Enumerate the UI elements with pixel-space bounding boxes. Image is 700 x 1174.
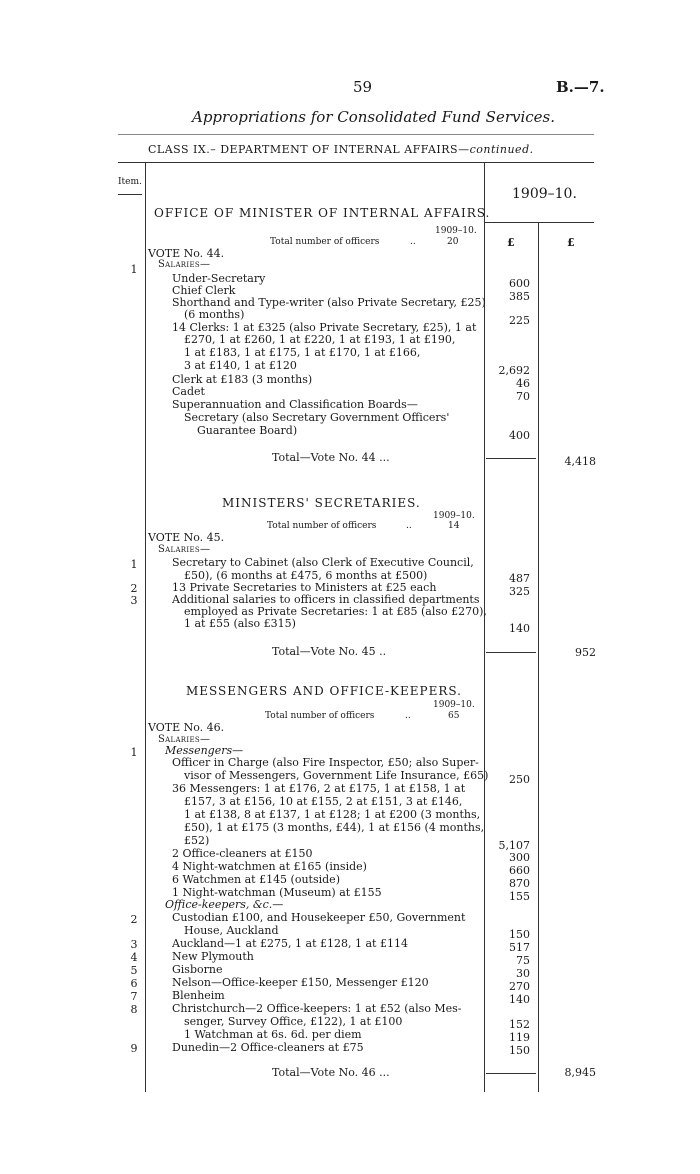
entry-line: £270, 1 at £260, 1 at £220, 1 at £193, 1 at £190, xyxy=(184,333,456,346)
entry-line: Nelson—Office-keeper £150, Messenger £120 xyxy=(172,976,429,989)
entry-line: Auckland—1 at £275, 1 at £128, 1 at £114 xyxy=(172,937,408,950)
class-heading xyxy=(148,143,534,156)
item-number: 4 xyxy=(130,951,138,964)
entry-line: 3 at £140, 1 at £120 xyxy=(184,359,297,372)
entry-line: 1 at £55 (also £315) xyxy=(184,617,296,630)
amount: 150 xyxy=(509,928,530,941)
amount: 300 xyxy=(509,851,530,864)
dots: .. xyxy=(405,711,411,721)
page-title: Appropriations for Consolidated Fund Services. xyxy=(192,108,556,126)
entry-line: 1 Night-watchman (Museum) at £155 xyxy=(172,886,382,899)
vote-total: 8,945 xyxy=(564,1066,596,1079)
item-number: 2 xyxy=(130,582,138,595)
year-label: 1909–10. xyxy=(433,511,475,521)
amount: 385 xyxy=(509,290,530,303)
vote-total-label: Total—Vote No. 46 ... xyxy=(272,1066,390,1079)
entry-line: 4 Night-watchmen at £165 (inside) xyxy=(172,860,367,873)
amount: 487 xyxy=(509,572,530,585)
page-number: 59 xyxy=(353,78,373,96)
section-title: MESSENGERS AND OFFICE-KEEPERS. xyxy=(186,684,462,698)
entry-line: Superannuation and Classification Boards— xyxy=(172,398,418,411)
entry-line: (6 months) xyxy=(184,308,245,321)
officers-label: Total number of officers xyxy=(267,521,377,531)
item-number: 1 xyxy=(130,558,138,571)
vote-total: 952 xyxy=(575,646,596,659)
amount: 5,107 xyxy=(498,839,530,852)
amount: 325 xyxy=(509,585,530,598)
entry-line: House, Auckland xyxy=(184,924,279,937)
entry-line: Officer in Charge (also Fire Inspector, £50; also Super- xyxy=(172,756,479,769)
class-heading-continued: continued. xyxy=(469,143,534,156)
amount: 140 xyxy=(509,993,530,1006)
amount: 225 xyxy=(509,314,530,327)
amount: 2,692 xyxy=(498,364,530,377)
amount: 46 xyxy=(516,377,530,390)
amount: 250 xyxy=(509,773,530,786)
salaries-label: Salaries— xyxy=(158,544,211,555)
entry-line: Blenheim xyxy=(172,989,225,1002)
entry-line: Dunedin—2 Office-cleaners at £75 xyxy=(172,1041,364,1054)
entry-line: employed as Private Secretaries: 1 at £85 (also £270), xyxy=(184,605,487,618)
item-number: 1 xyxy=(130,746,138,759)
entry-line: Shorthand and Type-writer (also Private Secretary, £25) xyxy=(172,296,486,309)
office-keepers-heading: Office-keepers, &c.— xyxy=(165,898,284,911)
officers-label: Total number of officers xyxy=(265,711,375,721)
year-label: 1909–10. xyxy=(433,700,475,710)
entry-line: Guarantee Board) xyxy=(197,424,298,437)
entry-line: senger, Survey Office, £122), 1 at £100 xyxy=(184,1015,403,1028)
dots: .. xyxy=(410,237,416,247)
vote-label: VOTE No. 44. xyxy=(148,247,225,260)
entry-line: Chief Clerk xyxy=(172,284,236,297)
entry-line: 1 Watchman at 6s. 6d. per diem xyxy=(184,1028,362,1041)
officers-label: Total number of officers xyxy=(270,237,380,247)
item-number: 7 xyxy=(130,990,138,1003)
vote-total: 4,418 xyxy=(564,455,596,468)
amount: 155 xyxy=(509,890,530,903)
pound-column-2: £ xyxy=(567,236,575,249)
vote-label: VOTE No. 45. xyxy=(148,531,225,544)
entry-line: Secretary to Cabinet (also Clerk of Executive Council, xyxy=(172,556,474,569)
item-number: 3 xyxy=(130,594,138,607)
item-number: 8 xyxy=(130,1003,138,1016)
vote-total-label: Total—Vote No. 45 .. xyxy=(272,645,387,658)
salaries-label: Salaries— xyxy=(158,734,211,745)
amount: 517 xyxy=(509,941,530,954)
entry-line: 1 at £138, 8 at £137, 1 at £128; 1 at £200 (3 months, xyxy=(184,808,481,821)
vote-total-label: Total—Vote No. 44 ... xyxy=(272,451,390,464)
entry-line: 2 Office-cleaners at £150 xyxy=(172,847,313,860)
officers-count: 65 xyxy=(448,711,460,721)
dots: .. xyxy=(406,521,412,531)
entry-line: Under-Secretary xyxy=(172,272,266,285)
entry-line: Christchurch—2 Office-keepers: 1 at £52 (also Mes- xyxy=(172,1002,462,1015)
amount: 75 xyxy=(516,954,530,967)
amount: 140 xyxy=(509,622,530,635)
entry-line: Additional salaries to officers in classified departments xyxy=(172,593,480,606)
entry-line: £50), (6 months at £475, 6 months at £500) xyxy=(184,569,428,582)
entry-line: £50), 1 at £175 (3 months, £44), 1 at £156 (4 months, xyxy=(184,821,485,834)
amount: 152 xyxy=(509,1018,530,1031)
officers-count: 14 xyxy=(448,521,460,531)
messengers-heading: Messengers— xyxy=(165,744,244,757)
pound-column-1: £ xyxy=(507,236,515,249)
item-number: 1 xyxy=(130,263,138,276)
entry-line: Clerk at £183 (3 months) xyxy=(172,373,313,386)
section-title: MINISTERS' SECRETARIES. xyxy=(222,496,421,510)
amount: 660 xyxy=(509,864,530,877)
officers-count: 20 xyxy=(447,237,459,247)
amount: 70 xyxy=(516,390,530,403)
amount: 150 xyxy=(509,1044,530,1057)
salaries-label: Salaries— xyxy=(158,259,211,270)
item-number: 2 xyxy=(130,913,138,926)
class-heading-main: CLASS IX.– DEPARTMENT OF INTERNAL AFFAIRS— xyxy=(148,143,470,156)
entry-line: Gisborne xyxy=(172,963,223,976)
entry-line: £52) xyxy=(184,834,210,847)
entry-line: 36 Messengers: 1 at £176, 2 at £175, 1 at £158, 1 at xyxy=(172,782,466,795)
amount: 119 xyxy=(509,1031,530,1044)
entry-line: visor of Messengers, Government Life Insurance, £65) xyxy=(184,769,489,782)
entry-line: 1 at £183, 1 at £175, 1 at £170, 1 at £166, xyxy=(184,346,421,359)
amount: 870 xyxy=(509,877,530,890)
entry-line: Cadet xyxy=(172,385,205,398)
amount: 400 xyxy=(509,429,530,442)
amount: 270 xyxy=(509,980,530,993)
item-number: 5 xyxy=(130,964,138,977)
item-number: 3 xyxy=(130,938,138,951)
vote-label: VOTE No. 46. xyxy=(148,721,225,734)
entry-line: New Plymouth xyxy=(172,950,254,963)
amount: 30 xyxy=(516,967,530,980)
entry-line: 6 Watchmen at £145 (outside) xyxy=(172,873,340,886)
entry-line: Secretary (also Secretary Government Officers' xyxy=(184,411,450,424)
entry-line: Custodian £100, and Housekeeper £50, Government xyxy=(172,911,466,924)
entry-line: 14 Clerks: 1 at £325 (also Private Secretary, £25), 1 at xyxy=(172,321,477,334)
amount: 600 xyxy=(509,277,530,290)
document-reference: B.—7. xyxy=(556,78,605,96)
year-column-header: 1909–10. xyxy=(512,186,577,202)
year-label: 1909–10. xyxy=(435,226,477,236)
entry-line: 13 Private Secretaries to Ministers at £25 each xyxy=(172,581,437,594)
item-column-header: Item. xyxy=(118,177,142,187)
entry-line: £157, 3 at £156, 10 at £155, 2 at £151, 3 at £146, xyxy=(184,795,463,808)
section-title: OFFICE OF MINISTER OF INTERNAL AFFAIRS. xyxy=(154,206,491,220)
item-number: 6 xyxy=(130,977,138,990)
item-number: 9 xyxy=(130,1042,138,1055)
